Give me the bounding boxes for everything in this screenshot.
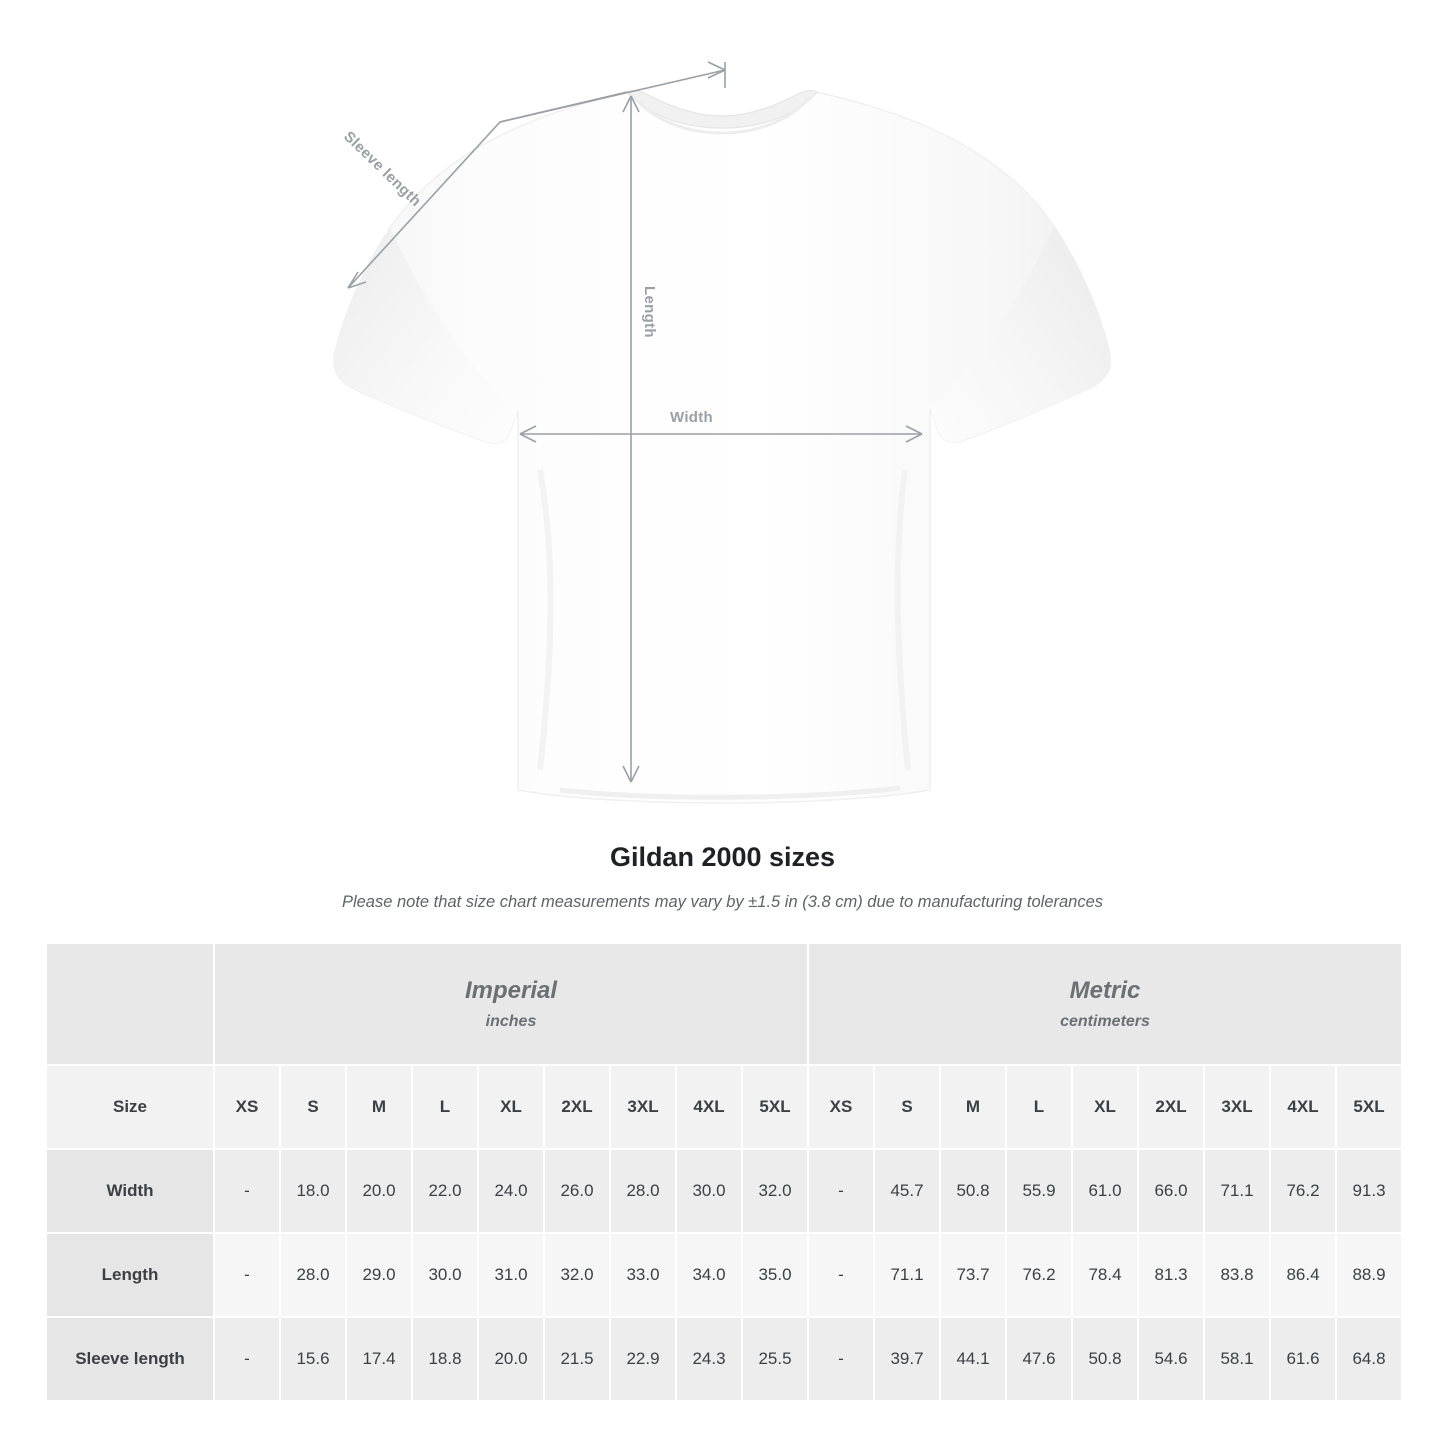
size-col-header: 5XL bbox=[742, 1065, 808, 1149]
unit-sub-metric: centimeters bbox=[1060, 1013, 1150, 1030]
cell: 71.1 bbox=[874, 1233, 940, 1317]
cell: 71.1 bbox=[1204, 1149, 1270, 1233]
unit-name-imperial: Imperial bbox=[464, 977, 558, 1004]
cell: 22.9 bbox=[610, 1317, 676, 1401]
cell: 76.2 bbox=[1006, 1233, 1072, 1317]
row-label-length: Length bbox=[46, 1233, 214, 1317]
cell: 88.9 bbox=[1336, 1233, 1402, 1317]
cell: 28.0 bbox=[610, 1149, 676, 1233]
size-col-header: 3XL bbox=[610, 1065, 676, 1149]
size-row-label: Size bbox=[46, 1065, 214, 1149]
cell: 33.0 bbox=[610, 1233, 676, 1317]
cell: 54.6 bbox=[1138, 1317, 1204, 1401]
length-label: Length bbox=[641, 286, 658, 338]
cell: - bbox=[214, 1233, 280, 1317]
size-col-header: XL bbox=[478, 1065, 544, 1149]
cell: 91.3 bbox=[1336, 1149, 1402, 1233]
size-col-header: S bbox=[280, 1065, 346, 1149]
row-label-sleeve-length: Sleeve length bbox=[46, 1317, 214, 1401]
cell: - bbox=[808, 1317, 874, 1401]
size-col-header: L bbox=[1006, 1065, 1072, 1149]
cell: 44.1 bbox=[940, 1317, 1006, 1401]
cell: - bbox=[808, 1149, 874, 1233]
unit-sub-imperial: inches bbox=[485, 1013, 537, 1030]
size-col-header: M bbox=[346, 1065, 412, 1149]
table-row bbox=[46, 1149, 1402, 1233]
size-col-header: L bbox=[412, 1065, 478, 1149]
cell: 21.5 bbox=[544, 1317, 610, 1401]
cell: 73.7 bbox=[940, 1233, 1006, 1317]
cell: 50.8 bbox=[1072, 1317, 1138, 1401]
size-col-header: 5XL bbox=[1336, 1065, 1402, 1149]
size-col-header: 4XL bbox=[676, 1065, 742, 1149]
cell: 83.8 bbox=[1204, 1233, 1270, 1317]
cell: 66.0 bbox=[1138, 1149, 1204, 1233]
cell: 86.4 bbox=[1270, 1233, 1336, 1317]
cell: 28.0 bbox=[280, 1233, 346, 1317]
size-col-header: 4XL bbox=[1270, 1065, 1336, 1149]
cell: 20.0 bbox=[478, 1317, 544, 1401]
cell: 32.0 bbox=[742, 1149, 808, 1233]
cell: - bbox=[214, 1317, 280, 1401]
cell: 30.0 bbox=[676, 1149, 742, 1233]
cell: - bbox=[808, 1233, 874, 1317]
size-table-wrap bbox=[45, 942, 1400, 1402]
cell: 30.0 bbox=[412, 1233, 478, 1317]
cell: 35.0 bbox=[742, 1233, 808, 1317]
cell: 15.6 bbox=[280, 1317, 346, 1401]
size-col-header: XS bbox=[214, 1065, 280, 1149]
cell: 81.3 bbox=[1138, 1233, 1204, 1317]
cell: 55.9 bbox=[1006, 1149, 1072, 1233]
size-col-header: M bbox=[940, 1065, 1006, 1149]
cell: 18.0 bbox=[280, 1149, 346, 1233]
unit-header-metric bbox=[808, 943, 1402, 1065]
cell: 76.2 bbox=[1270, 1149, 1336, 1233]
page-title: Gildan 2000 sizes bbox=[609, 842, 836, 872]
cell: 31.0 bbox=[478, 1233, 544, 1317]
size-col-header: XS bbox=[808, 1065, 874, 1149]
cell: 22.0 bbox=[412, 1149, 478, 1233]
unit-header-imperial bbox=[214, 943, 808, 1065]
cell: 17.4 bbox=[346, 1317, 412, 1401]
unit-header-blank bbox=[46, 943, 214, 1065]
table-row bbox=[46, 1317, 1402, 1401]
row-label-width: Width bbox=[46, 1149, 214, 1233]
cell: 64.8 bbox=[1336, 1317, 1402, 1401]
size-col-header: 3XL bbox=[1204, 1065, 1270, 1149]
unit-name-metric: Metric bbox=[1069, 977, 1141, 1004]
width-label: Width bbox=[670, 409, 714, 426]
cell: 18.8 bbox=[412, 1317, 478, 1401]
cell: 20.0 bbox=[346, 1149, 412, 1233]
cell: 58.1 bbox=[1204, 1317, 1270, 1401]
size-col-header: S bbox=[874, 1065, 940, 1149]
cell: - bbox=[214, 1149, 280, 1233]
size-table bbox=[45, 942, 1403, 1402]
size-header-row bbox=[46, 1065, 1402, 1149]
cell: 24.0 bbox=[478, 1149, 544, 1233]
cell: 39.7 bbox=[874, 1317, 940, 1401]
cell: 26.0 bbox=[544, 1149, 610, 1233]
cell: 78.4 bbox=[1072, 1233, 1138, 1317]
sleeve-length-label: Sleeve length bbox=[340, 128, 425, 211]
cell: 47.6 bbox=[1006, 1317, 1072, 1401]
size-col-header: 2XL bbox=[1138, 1065, 1204, 1149]
cell: 61.6 bbox=[1270, 1317, 1336, 1401]
cell: 61.0 bbox=[1072, 1149, 1138, 1233]
cell: 34.0 bbox=[676, 1233, 742, 1317]
tolerance-note: Please note that size chart measurements may vary by ±1.5 in (3.8 cm) due to manufacturing tolerances bbox=[341, 893, 1104, 911]
size-col-header: XL bbox=[1072, 1065, 1138, 1149]
table-row bbox=[46, 1233, 1402, 1317]
cell: 32.0 bbox=[544, 1233, 610, 1317]
unit-header-row bbox=[46, 943, 1402, 1065]
cell: 29.0 bbox=[346, 1233, 412, 1317]
cell: 25.5 bbox=[742, 1317, 808, 1401]
cell: 50.8 bbox=[940, 1149, 1006, 1233]
size-col-header: 2XL bbox=[544, 1065, 610, 1149]
cell: 24.3 bbox=[676, 1317, 742, 1401]
cell: 45.7 bbox=[874, 1149, 940, 1233]
